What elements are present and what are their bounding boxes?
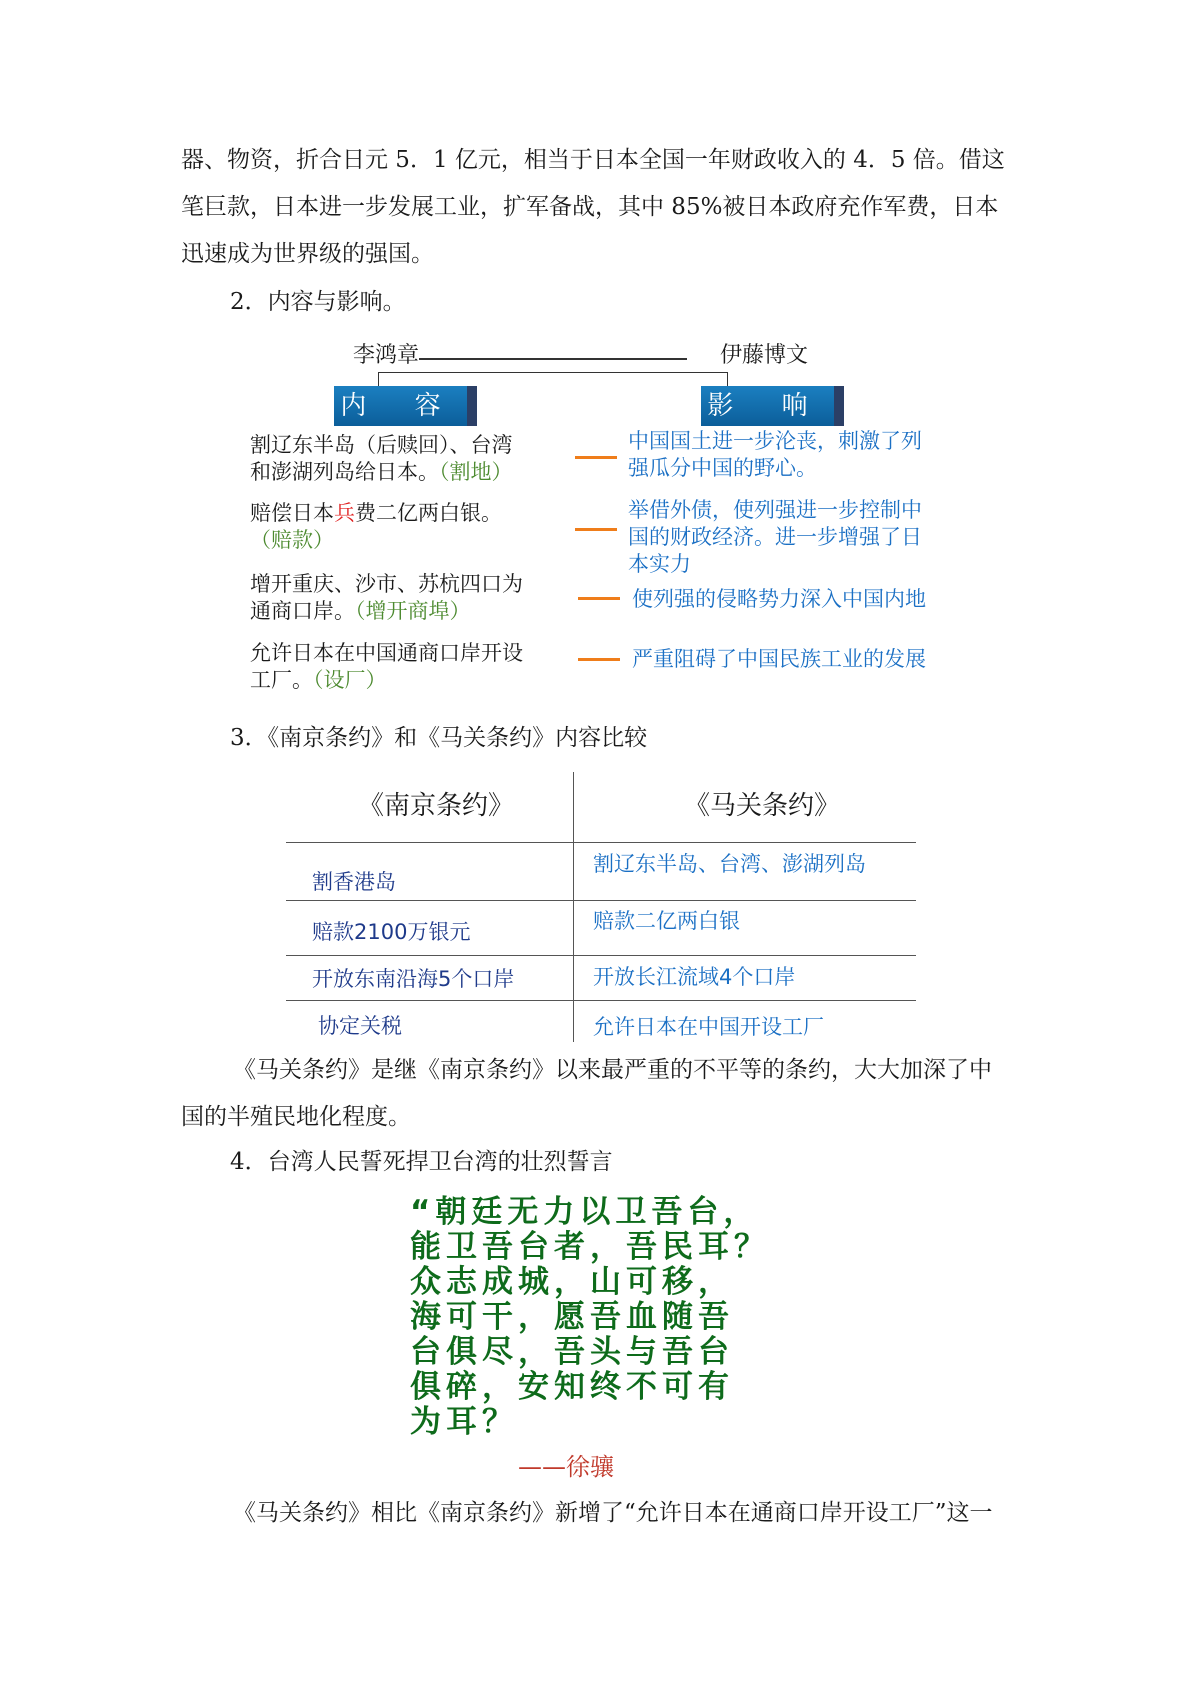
content-item [250, 500, 570, 554]
connector-line [419, 358, 687, 360]
maguan-cell: 割辽东半岛、台湾、澎湖列岛 [593, 852, 866, 876]
content-highlight: 兵 [334, 501, 355, 525]
table-rule [286, 1000, 916, 1001]
content-line: 增开重庆、沙市、苏杭四口为 [250, 572, 523, 596]
impact-item [632, 646, 972, 673]
content-text: 费二亿两白银。 [355, 501, 502, 525]
content-tag: （割地） [439, 460, 513, 484]
maguan-cell: 开放长江流域4个口岸 [593, 965, 796, 989]
link-dash [575, 528, 617, 531]
maguan-cell: 赔款二亿两白银 [593, 909, 740, 933]
oath-author: ——徐骧 [518, 1453, 614, 1481]
summary-paragraph [181, 1047, 1021, 1141]
intro-line: 笔巨款，日本进一步发展工业，扩军备战，其中 85%被日本政府充作军费，日本 [181, 194, 999, 220]
impact-line: 举借外债，使列强进一步控制中 [628, 498, 922, 522]
content-item [250, 432, 570, 486]
table-divider [573, 772, 574, 1042]
impact-line: 使列强的侵略势力深入中国内地 [632, 587, 926, 611]
impact-line: 严重阻碍了中国民族工业的发展 [632, 647, 926, 671]
table-rule [286, 955, 916, 956]
left-person: 李鸿章 [353, 343, 420, 368]
section-2-heading: 2．内容与影响。 [230, 289, 406, 315]
impact-item [628, 428, 968, 482]
nanjing-cell: 协定关税 [318, 1014, 402, 1038]
impact-line: 国的财政经济。进一步增强了日 [628, 525, 922, 549]
content-tag: （赔款） [250, 528, 334, 552]
link-dash [578, 658, 620, 661]
content-header [334, 386, 467, 426]
link-dash [575, 456, 617, 459]
link-dash [578, 597, 620, 600]
impact-header [701, 386, 834, 426]
content-line: 允许日本在中国通商口岸开设 [250, 641, 523, 665]
content-tag: （增开商埠） [355, 599, 471, 623]
content-item [250, 640, 570, 694]
content-text: 赔偿日本 [250, 501, 334, 525]
header-nanjing: 《南京条约》 [358, 791, 515, 821]
oath-image [410, 1194, 830, 1481]
comparison-table [286, 772, 916, 1042]
nanjing-cell: 割香港岛 [312, 870, 396, 894]
impact-line: 中国国土进一步沦丧，刺激了列 [628, 429, 922, 453]
impact-item [628, 497, 968, 578]
impact-line: 本实力 [628, 552, 691, 576]
content-line: 工厂。 [250, 668, 313, 692]
summary-line: 国的半殖民地化程度。 [181, 1104, 411, 1130]
maguan-cell: 允许日本在中国开设工厂 [593, 1015, 824, 1039]
intro-line: 迅速成为世界级的强国。 [181, 241, 434, 267]
table-rule [286, 900, 916, 901]
content-line: 和澎湖列岛给日本。 [250, 460, 439, 484]
intro-line: 器、物资，折合日元 5．1 亿元，相当于日本全国一年财政收入的 4．5 倍。借这 [181, 147, 1005, 173]
treaty-diagram [250, 342, 970, 702]
header-maguan: 《马关条约》 [684, 791, 841, 821]
connector-line [378, 372, 727, 373]
section-3-heading: 3．《南京条约》和《马关条约》内容比较 [230, 725, 648, 751]
content-line: 割辽东半岛（后赎回）、台湾 [250, 433, 513, 457]
nanjing-cell: 开放东南沿海5个口岸 [312, 967, 515, 991]
closing-line: 《马关条约》相比《南京条约》新增了“允许日本在通商口岸开设工厂”这一 [233, 1500, 993, 1526]
nanjing-cell: 赔款2100万银元 [312, 920, 471, 944]
table-rule [286, 842, 916, 843]
right-person: 伊藤博文 [720, 343, 809, 368]
content-tag: （设厂） [313, 668, 387, 692]
oath-text: “朝廷无力以卫吾台， 能卫吾台者，吾民耳？ 众志成城，山可移， 海可干，愿吾血随吾 台俱尽，吾头与吾台 俱碎，安知终不可有 为耳？ [410, 1194, 770, 1440]
content-line: 通商口岸。 [250, 599, 355, 623]
section-4-heading: 4．台湾人民誓死捍卫台湾的壮烈誓言 [230, 1149, 613, 1175]
summary-line: 《马关条约》是继《南京条约》以来最严重的不平等的条约，大大加深了中 [233, 1057, 992, 1083]
impact-header-label: 影 响 [707, 391, 828, 421]
closing-paragraph [181, 1490, 1021, 1537]
content-item [250, 571, 570, 625]
impact-line: 强瓜分中国的野心。 [628, 456, 817, 480]
content-header-label: 内 容 [340, 391, 461, 421]
intro-paragraph [181, 137, 1021, 278]
impact-item [632, 586, 972, 613]
